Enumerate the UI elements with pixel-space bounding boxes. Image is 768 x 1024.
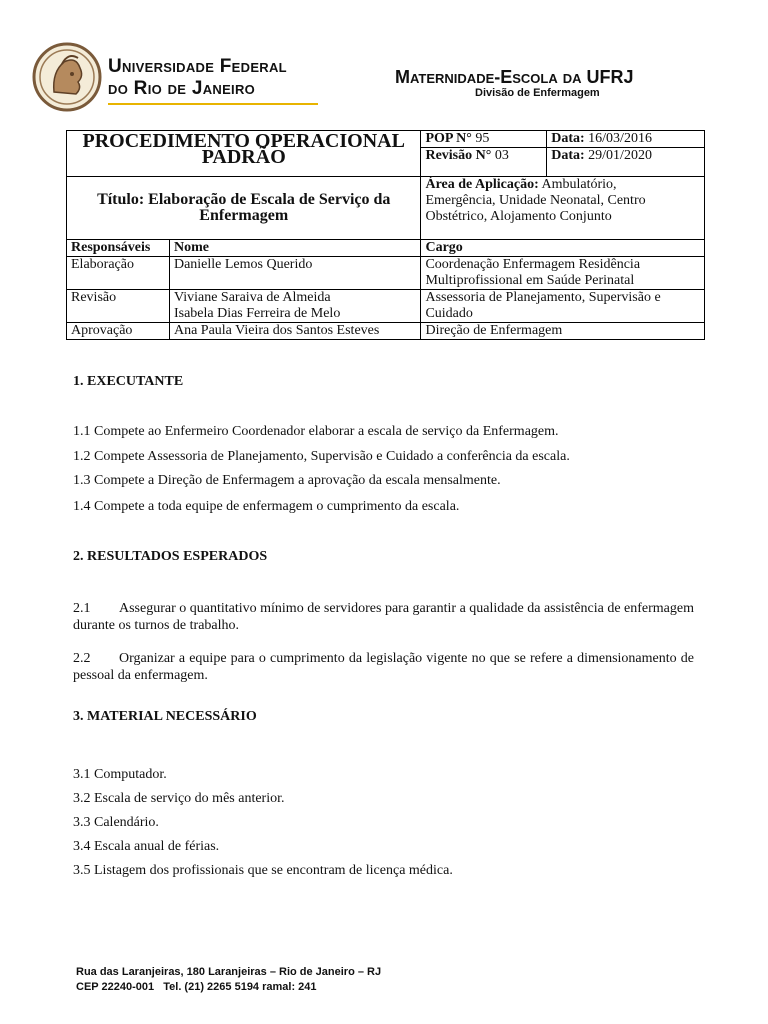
revision-label: Revisão N° [425, 148, 492, 163]
university-line2: do Rio de Janeiro [108, 78, 256, 99]
table-row [67, 257, 705, 290]
section-2-title: 2. RESULTADOS ESPERADOS [73, 549, 268, 564]
date1-label: Data: [551, 131, 585, 146]
row-nome-line2: Isabela Dias Ferreira de Melo [173, 306, 341, 321]
col-header-cargo: Cargo [421, 240, 705, 257]
footer-address: Rua das Laranjeiras, 180 Laranjeiras – Rio de Janeiro – RJ [76, 966, 382, 978]
row-cargo-line1: Coordenação Enfermagem Residência [425, 257, 641, 272]
university-line1: Universidade Federal [108, 56, 287, 77]
list-item: 1.1 Compete ao Enfermeiro Coordenador elaborar a escala de serviço da Enfermagem. [73, 424, 559, 439]
row-resp: Aprovação [67, 323, 170, 340]
row-nome-line1: Viviane Saraiva de Almeida [173, 290, 331, 305]
revision-value: 03 [494, 148, 509, 163]
row-cargo [421, 290, 705, 323]
item-text: Assegurar o quantitativo mínimo de servidores para garantir a qualidade da assistência de enfermagem durante os turnos de trabalho. [73, 601, 694, 633]
area-cell [421, 177, 705, 240]
header-rule [108, 103, 318, 105]
date2-value: 29/01/2020 [588, 148, 652, 163]
row-nome [169, 290, 421, 323]
date1-value: 16/03/2016 [588, 131, 652, 146]
list-item: 1.4 Compete a toda equipe de enfermagem o cumprimento da escala. [73, 499, 460, 514]
document-title-cell [67, 177, 421, 240]
university-name [108, 56, 287, 100]
area-line1: Ambulatório, [541, 177, 617, 192]
table-row [67, 323, 705, 340]
row-cargo [421, 257, 705, 290]
row-resp: Revisão [67, 290, 170, 323]
revision-cell [421, 148, 547, 177]
list-item [73, 650, 694, 684]
pop-title-line1: PROCEDIMENTO OPERACIONAL [82, 130, 405, 152]
row-nome: Danielle Lemos Querido [169, 257, 421, 290]
ufrj-crest-icon [32, 42, 102, 112]
document-title-line2: Enfermagem [199, 207, 289, 224]
col-header-nome: Nome [169, 240, 421, 257]
col-header-responsaveis: Responsáveis [67, 240, 170, 257]
row-cargo-line2: Multiprofissional em Saúde Perinatal [425, 273, 635, 288]
pop-label: POP N° [425, 131, 472, 146]
pop-header-table [66, 130, 705, 340]
item-number: 2.2 [73, 651, 91, 666]
list-item: 3.1 Computador. [73, 767, 167, 782]
table-row [67, 290, 705, 323]
area-line2: Emergência, Unidade Neonatal, Centro [425, 193, 646, 208]
section-1-title: 1. EXECUTANTE [73, 374, 184, 389]
footer-contact: CEP 22240-001 Tel. (21) 2265 5194 ramal: 241 [76, 981, 317, 993]
list-item: 3.2 Escala de serviço do mês anterior. [73, 791, 285, 806]
date2-label: Data: [551, 148, 585, 163]
division-name: Divisão de Enfermagem [475, 87, 600, 99]
pop-title-line2: PADRÃO [201, 146, 286, 168]
maternity-name: Maternidade-Escola da UFRJ [395, 67, 634, 87]
document-title-line1: Título: Elaboração de Escala de Serviço da [97, 191, 391, 208]
pop-title-cell [67, 131, 421, 177]
row-cargo-line1: Assessoria de Planejamento, Supervisão e [425, 290, 661, 305]
row-resp: Elaboração [67, 257, 170, 290]
area-line3: Obstétrico, Alojamento Conjunto [425, 209, 612, 224]
section-3-title: 3. MATERIAL NECESSÁRIO [73, 709, 257, 724]
list-item: 1.3 Compete a Direção de Enfermagem a aprovação da escala mensalmente. [73, 473, 501, 488]
list-item: 1.2 Compete Assessoria de Planejamento, Supervisão e Cuidado a conferência da escala. [73, 449, 570, 464]
row-cargo-line2: Cuidado [425, 306, 473, 321]
date1-cell [547, 131, 705, 148]
date2-cell [547, 148, 705, 177]
pop-number-cell [421, 131, 547, 148]
list-item: 3.5 Listagem dos profissionais que se encontram de licença médica. [73, 863, 453, 878]
list-item: 3.3 Calendário. [73, 815, 159, 830]
pop-value: 95 [475, 131, 490, 146]
row-cargo: Direção de Enfermagem [421, 323, 705, 340]
list-item: 3.4 Escala anual de férias. [73, 839, 220, 854]
area-label: Área de Aplicação: [425, 177, 539, 192]
list-item [73, 600, 694, 634]
row-nome: Ana Paula Vieira dos Santos Esteves [169, 323, 421, 340]
item-number: 2.1 [73, 601, 91, 616]
item-text: Organizar a equipe para o cumprimento da legislação vigente no que se refere a dimensionamento de pessoal da enfermagem. [73, 651, 694, 683]
